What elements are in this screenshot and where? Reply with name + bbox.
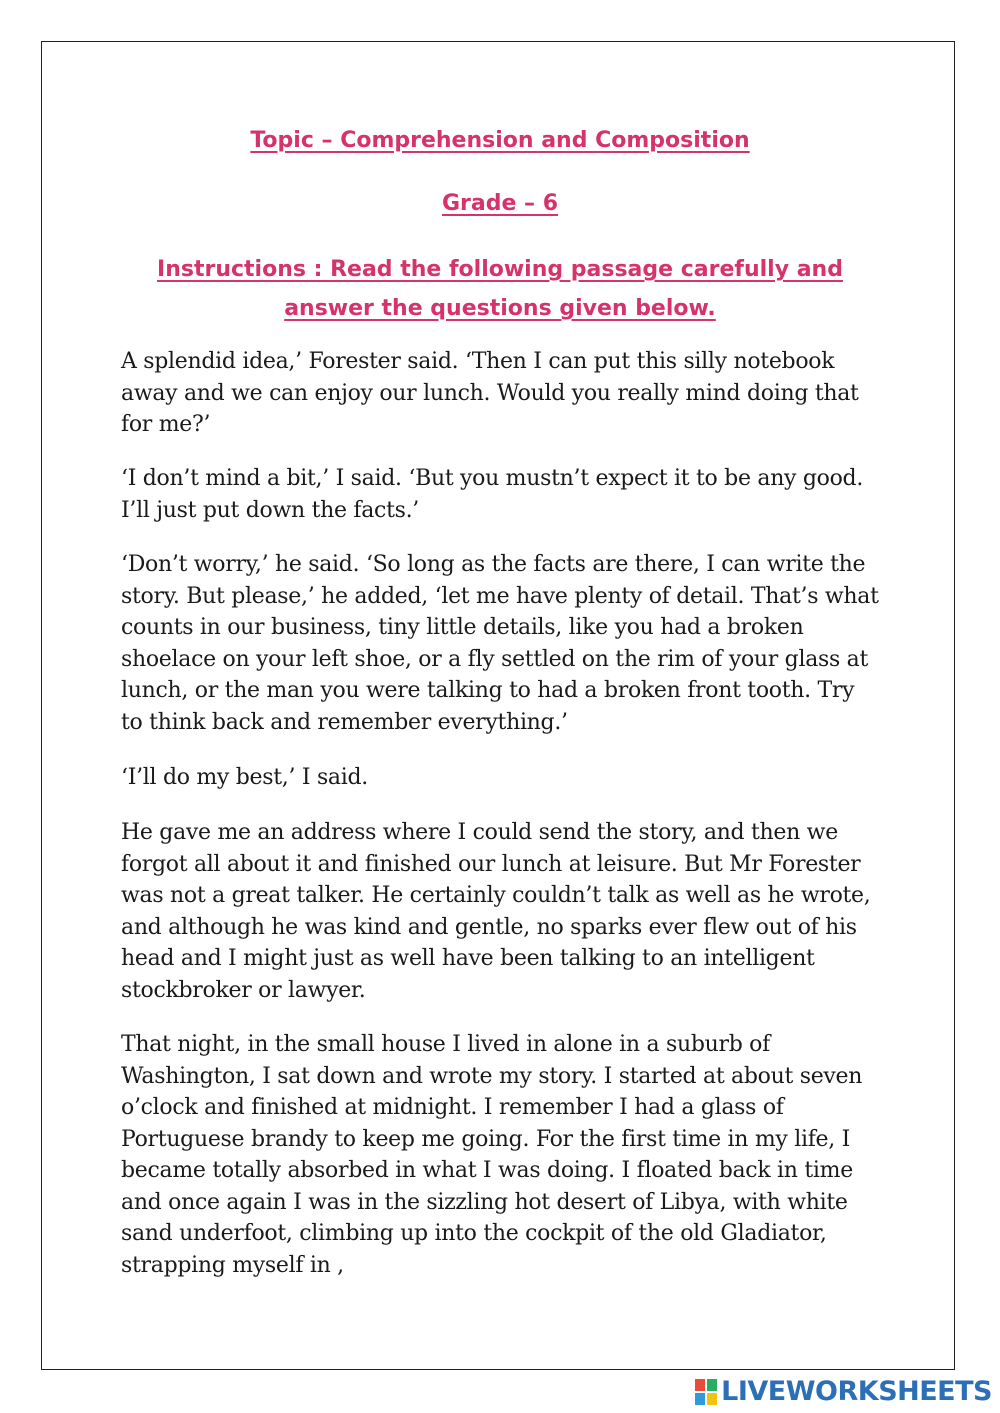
liveworksheets-logo-text: LIVEWORKSHEETS <box>721 1376 992 1407</box>
passage-paragraph-1: A splendid idea,’ Forester said. ‘Then I can put this silly notebook away and we can enjoy our lunch. Would you really mind doing that for me?’ <box>121 349 859 437</box>
passage-paragraph-4: ‘I’ll do my best,’ I said. <box>121 765 368 790</box>
passage-paragraph-5: He gave me an address where I could send the story, and then we forgot all about it and finished our lunch at leisure. But Mr Forester was not a great talker. He certainly couldn’t talk as well as he wrote, and although he was kind and gentle, no sparks ever flew out of his head and I might just as well have been talking to an intelligent stockbroker or lawyer. <box>121 820 871 1003</box>
passage-paragraph-2: ‘I don’t mind a bit,’ I said. ‘But you mustn’t expect it to be any good. I’ll just put down the facts.’ <box>121 466 864 523</box>
topic-heading: Topic – Comprehension and Composition <box>250 128 750 153</box>
passage-paragraph-6: That night, in the small house I lived in alone in a suburb of Washington, I sat down and wrote my story. I started at about seven o’clock and finished at midnight. I remember I had a glass of Portuguese brandy to keep me going. For the first time in my life, I became totally absorbed in what I was doing. I floated back in time and once again I was in the sizzling hot desert of Libya, with white sand underfoot, climbing up into the cockpit of the old Gladiator, strapping myself in , <box>121 1032 863 1278</box>
liveworksheets-logo-icon <box>695 1379 717 1405</box>
grade-heading: Grade – 6 <box>441 191 559 216</box>
passage-paragraph-3: ‘Don’t worry,’ he said. ‘So long as the facts are there, I can write the story. But please,’ he added, ‘let me have plenty of detail. That’s what counts in our business, tiny little details, like you had a broken shoelace on your left shoe, or a fly settled on the rim of your glass at lunch, or the man you were talking to had a broken front tooth. Try to think back and remember everything.’ <box>121 552 879 735</box>
instructions-heading: Instructions : Read the following passage carefully and answer the questions given below. <box>157 257 843 321</box>
liveworksheets-logo[interactable] <box>695 1376 992 1407</box>
